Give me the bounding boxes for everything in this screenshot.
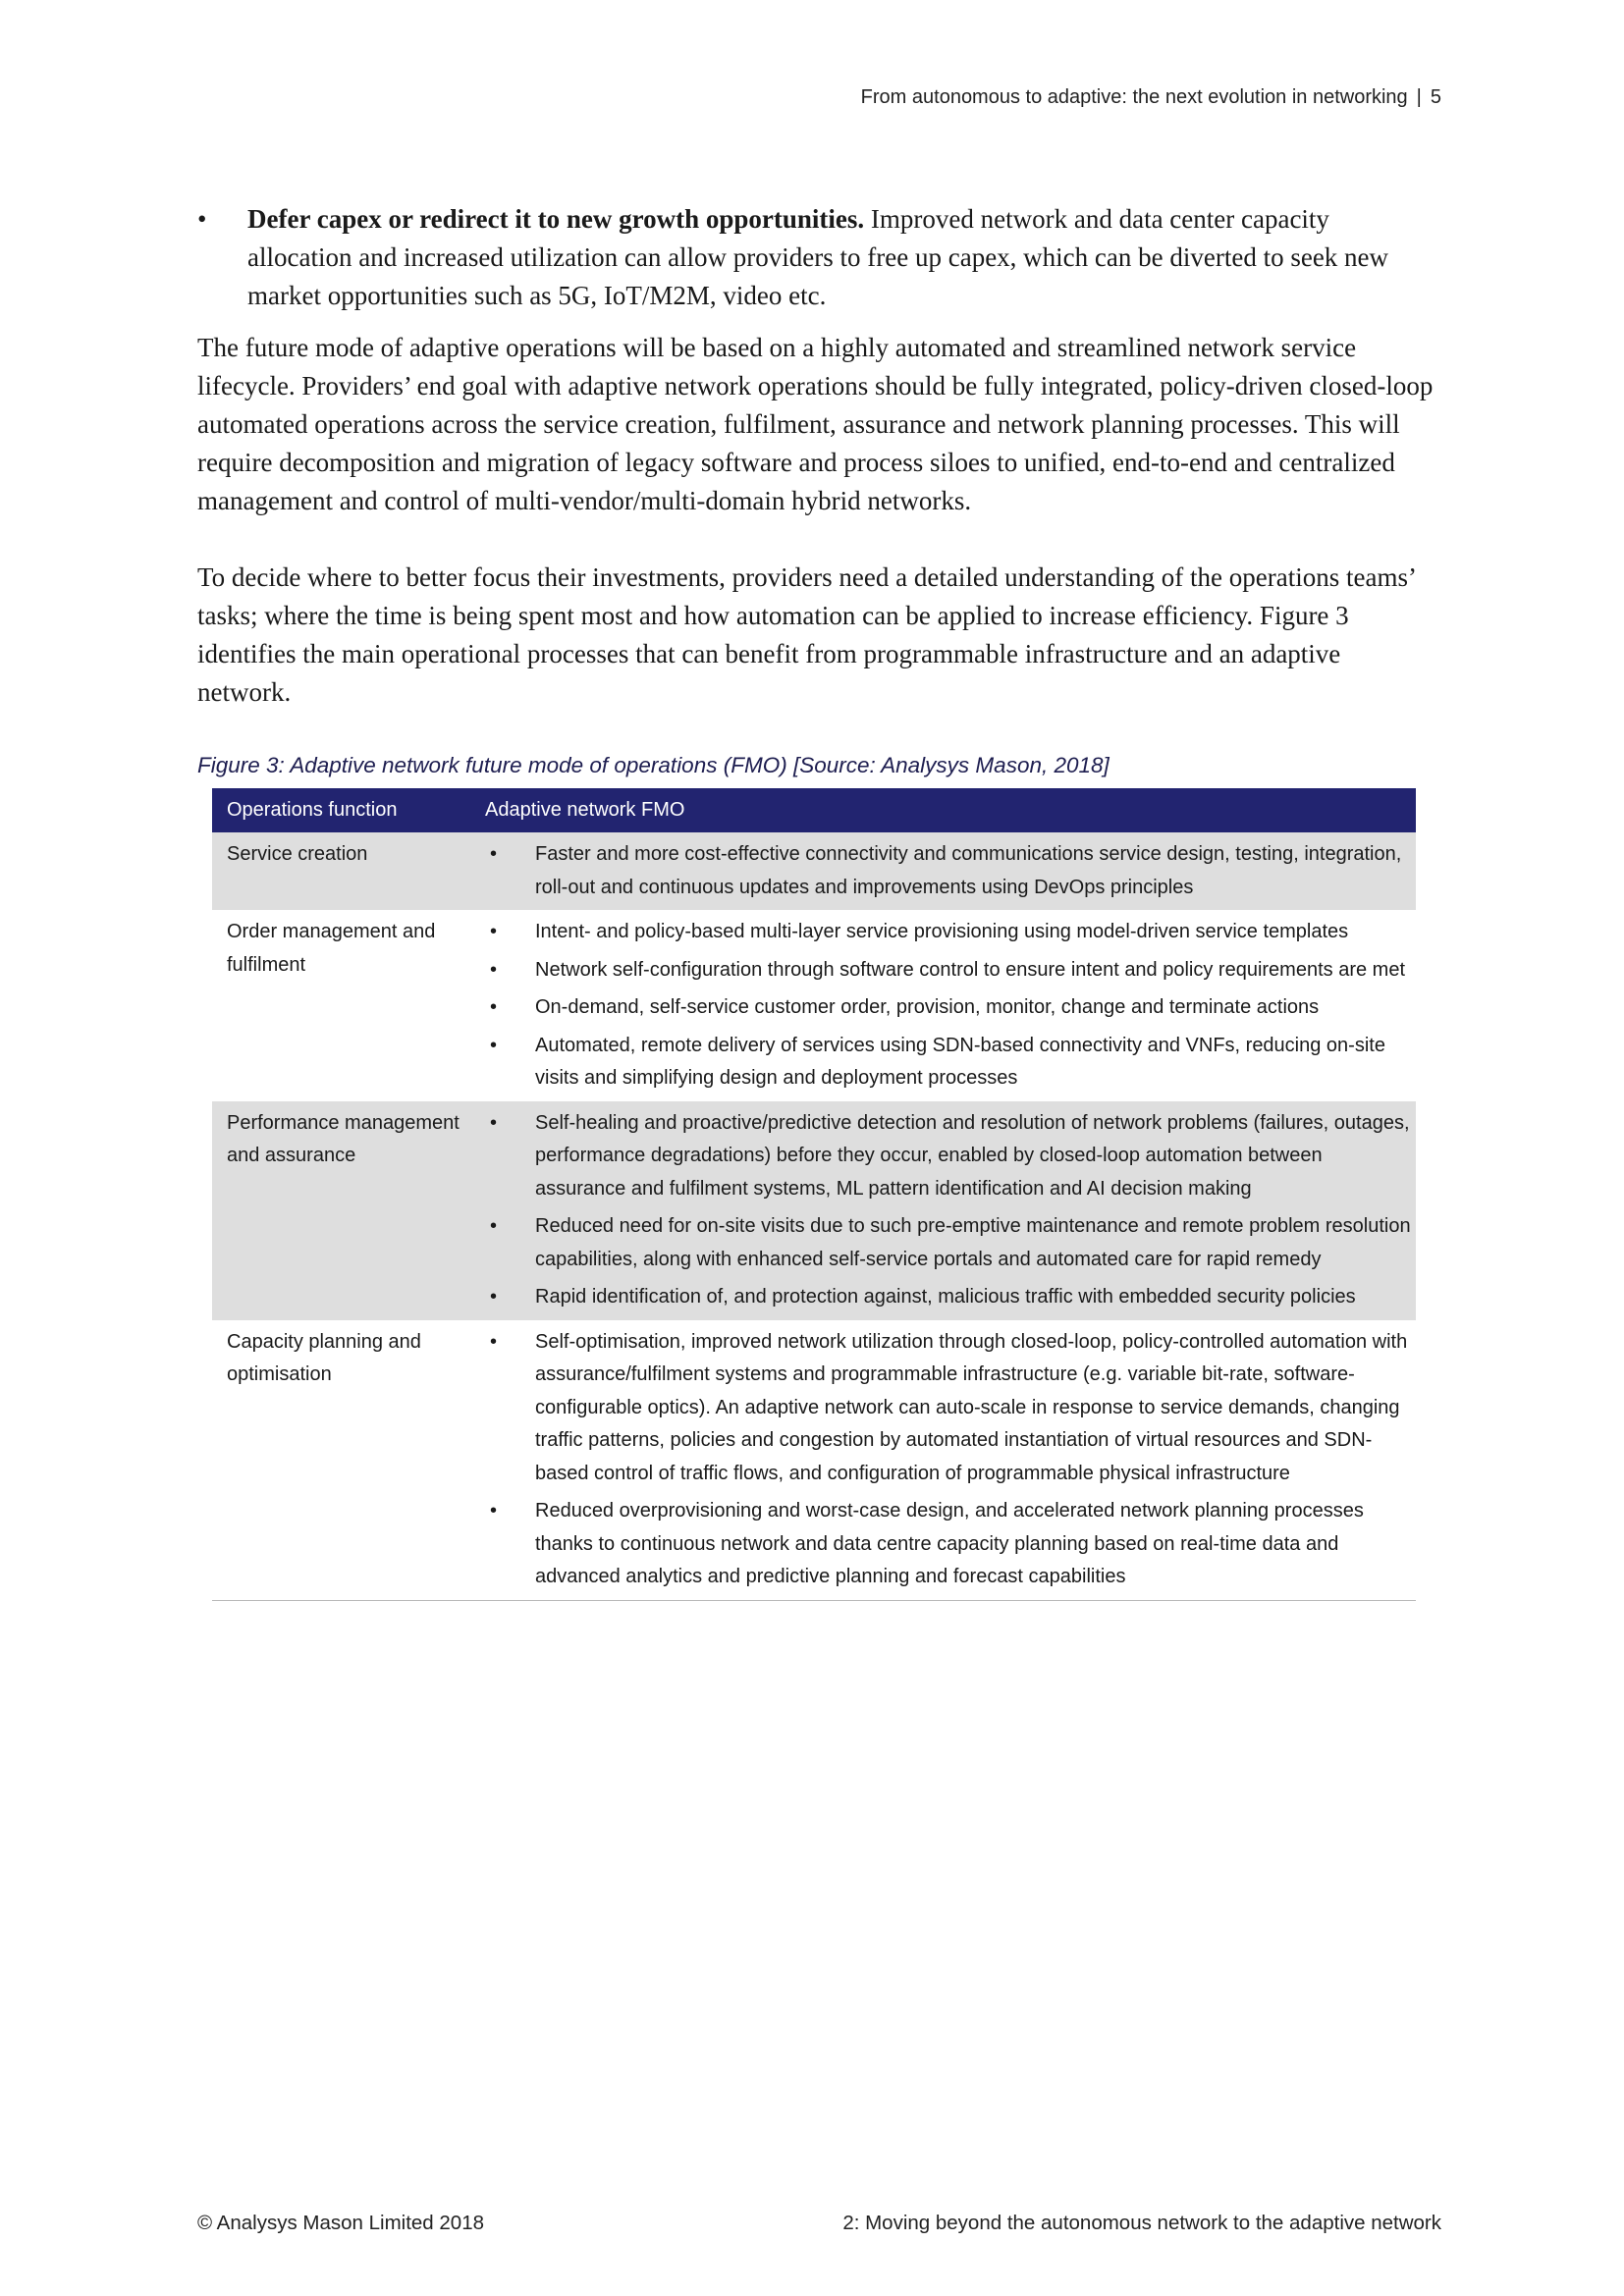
capex-bullet <box>197 200 1436 315</box>
list-text: On-demand, self-service customer order, provision, monitor, change and terminate actions <box>535 996 1320 1018</box>
list-bullet: • <box>490 1500 498 1522</box>
row-function: Capacity planning and optimisation <box>212 1320 470 1601</box>
bullet-text: Improved network and data center capacity allocation and increased utilization can allow providers to free up capex, which can be diverted to seek new market opportunities such as 5G, IoT/M2M, video etc. <box>247 204 1389 310</box>
list-item <box>485 954 1416 988</box>
table-row <box>212 910 1416 1101</box>
table-header-row <box>212 788 1416 832</box>
list-bullet: • <box>490 996 498 1018</box>
column-header-function: Operations function <box>212 788 470 832</box>
row-function: Performance management and assurance <box>212 1101 470 1320</box>
list-text: Rapid identification of, and protection against, malicious traffic with embedded security policies <box>535 1286 1356 1308</box>
paragraph-investment-focus: To decide where to better focus their investments, providers need a detailed understanding of the operations teams’ tasks; where the time is being spent most and how automation can be applied to increase efficiency. Figure 3 identifies the main operational processes that can benefit from programmable infrastructure and an adaptive network. <box>197 562 1415 707</box>
table-row <box>212 1320 1416 1601</box>
list-item <box>485 916 1416 949</box>
table-row <box>212 832 1416 910</box>
list-item <box>485 1326 1416 1491</box>
fmo-list <box>485 1326 1416 1594</box>
list-text: Self-optimisation, improved network utilization through closed-loop, policy-controlled automation with assurance/fulfilment systems and programmable infrastructure (e.g. variable bit-rate, software-configurable optics). An adaptive network can auto-scale in response to service demands, changing traffic patterns, policies and congestion by automated instantiation of virtual resources and SDN-based control of traffic flows, and configuration of programmable physical infrastructure <box>535 1330 1408 1484</box>
list-bullet: • <box>490 1286 498 1308</box>
header-separator: | <box>1416 86 1422 108</box>
list-bullet: • <box>490 1330 498 1353</box>
list-bullet: • <box>490 1111 498 1134</box>
list-item <box>485 838 1416 904</box>
list-item <box>485 1495 1416 1594</box>
list-item <box>485 1281 1416 1314</box>
bullet-body <box>247 200 1436 315</box>
list-text: Faster and more cost-effective connectivity and communications service design, testing, integration, roll-out and continuous updates and improvements using DevOps principles <box>535 843 1402 898</box>
row-fmo <box>470 1320 1416 1601</box>
fmo-table <box>212 788 1416 1601</box>
bullet-marker: • <box>197 204 207 234</box>
list-item <box>485 1030 1416 1095</box>
row-fmo <box>470 1101 1416 1320</box>
list-text: Self-healing and proactive/predictive detection and resolution of network problems (failures, outages, performance degradations) before they occur, enabled by closed-loop automation between assurance and fulfilment systems, ML pattern identification and AI decision making <box>535 1111 1410 1200</box>
page-content <box>197 200 1436 1601</box>
list-bullet: • <box>490 1034 498 1056</box>
list-text: Network self-configuration through software control to ensure intent and policy requirements are met <box>535 958 1406 981</box>
row-function: Service creation <box>212 832 470 910</box>
row-fmo <box>470 910 1416 1101</box>
fmo-list <box>485 916 1416 1095</box>
column-header-fmo: Adaptive network FMO <box>470 788 1416 832</box>
page-number: 5 <box>1430 86 1441 108</box>
footer-section-title: 2: Moving beyond the autonomous network to the adaptive network <box>842 2212 1441 2234</box>
list-text: Reduced overprovisioning and worst-case design, and accelerated network planning processes thanks to continuous network and data centre capacity planning based on real-time data and advanced analytics and predictive planning and forecast capabilities <box>535 1500 1364 1587</box>
fmo-list <box>485 1107 1416 1314</box>
list-bullet: • <box>490 958 498 981</box>
list-bullet: • <box>490 843 498 865</box>
list-text: Automated, remote delivery of services using SDN-based connectivity and VNFs, reducing on-site visits and simplifying design and deployment processes <box>535 1034 1385 1089</box>
header-title: From autonomous to adaptive: the next evolution in networking <box>860 86 1408 108</box>
row-function: Order management and fulfilment <box>227 921 436 976</box>
list-text: Reduced need for on-site visits due to such pre-emptive maintenance and remote problem resolution capabilities, along with enhanced self-service portals and automated care for rapid remedy <box>535 1215 1411 1270</box>
list-item <box>485 1210 1416 1276</box>
list-item <box>485 1107 1416 1206</box>
footer-copyright: © Analysys Mason Limited 2018 <box>197 2212 485 2234</box>
figure-caption: Figure 3: Adaptive network future mode of operations (FMO) [Source: Analysys Mason, 2018] <box>197 753 1110 777</box>
row-fmo <box>470 832 1416 910</box>
list-bullet: • <box>490 921 498 942</box>
list-bullet: • <box>490 1215 498 1237</box>
fmo-list <box>485 838 1416 904</box>
running-header <box>861 86 1441 109</box>
paragraph-adaptive-operations: The future mode of adaptive operations will be based on a highly automated and streamlined network service lifecycle. Providers’ end goal with adaptive network operations should be fully integrated, policy-driven closed-loop automated operations across the service creation, fulfilment, assurance and network planning processes. This will require decomposition and migration of legacy software and process siloes to unified, end-to-end and centralized management and control of multi-vendor/multi-domain hybrid networks. <box>197 333 1434 515</box>
list-item <box>485 991 1416 1025</box>
list-text: Intent- and policy-based multi-layer service provisioning using model-driven service templates <box>535 921 1349 942</box>
bullet-bold-lead: Defer capex or redirect it to new growth opportunities. <box>247 204 865 234</box>
table-row <box>212 1101 1416 1320</box>
